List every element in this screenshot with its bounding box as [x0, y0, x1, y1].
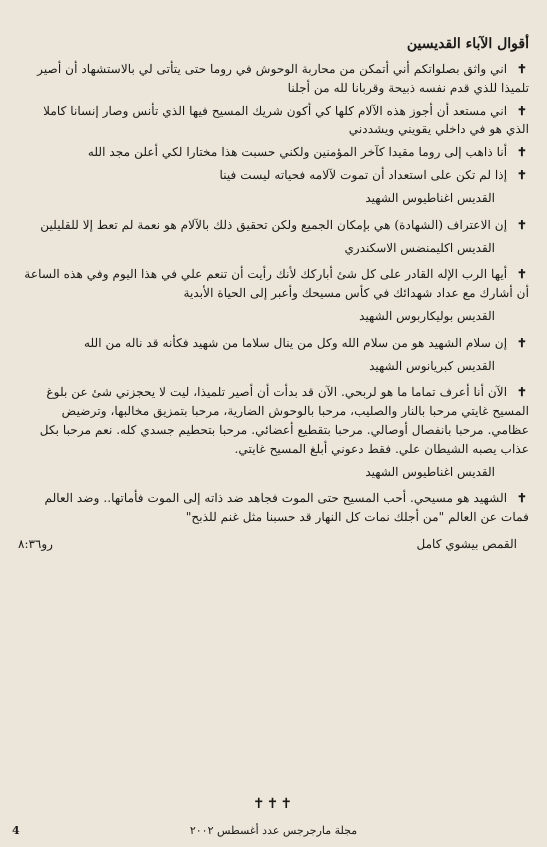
quote-5 — [18, 216, 529, 235]
attribution-3: القديس بوليكاربوس الشهيد — [359, 309, 495, 324]
cross-icon: ✝ — [516, 168, 528, 183]
quote-text: إن سلام الشهيد هو من سلام الله وكل من ينال سلاما من شهيد فكأنه قد ناله من الله — [83, 335, 508, 350]
quote-text: الآن أنا أعرف تماما ما هو لربحي. الآن قد بدأت أن أصير تلميذا، ليت لا يحجزني شئ عن بلوغ المسيح غايتي مرحبا بالنار والصليب، مرحبا بالوحوش الضارية، مرحبا بتمزيق مخالبها، وترضيض عظامي. مرحبا بانفصال أوصالي. مرحبا بتقطيع أعضائي. مرحبا بتحطيم جسدي كله. نعم مرحبا بكل عذاب يصبه الشيطان علي. فقط دعوني أبلغ المسيح غايتي. — [39, 385, 529, 456]
page-number: 4 — [12, 824, 20, 837]
page-title: أقوال الآباء القديسين — [406, 36, 529, 52]
author-name: القمص بيشوي كامل — [416, 537, 517, 552]
quote-text: أيها الرب الإله القادر على كل شئ أباركك لأنك رأيت أن تنعم علي في هذا اليوم وفي هذه الساعة أن أشارك مع عداد شهدائك في كأس مسيحك وأعبر إلى الحياة الأبدية — [24, 267, 529, 301]
article-content — [18, 34, 529, 554]
quote-6 — [18, 265, 529, 303]
quote-7 — [18, 334, 529, 353]
quote-text: اني مستعد أن أجوز هذه الآلام كلها كي أكون شريك المسيح فيها الذي تأنس وصار إنسانا كاملا الذي هو في داخلي يقويني ويشددني — [43, 103, 529, 137]
attribution-5: القديس اغناطيوس الشهيد — [365, 464, 495, 479]
quote-text: الشهيد هو مسيحي. أحب المسيح حتى الموت فجاهد ضد ذاته إلى الموت فأماتها.. وضد العالم فمات عن العالم "من أجلك نمات كل النهار قد حسبنا مثل غنم للذبح" — [44, 491, 529, 525]
quote-9 — [18, 489, 529, 527]
cross-icon: ✝ — [516, 61, 528, 76]
quote-text: إذا لم تكن على استعداد أن تموت لآلامه فحياته ليست فينا — [219, 168, 508, 183]
signature-row — [18, 535, 529, 554]
cross-icon: ✝ — [516, 335, 528, 350]
cross-icon: ✝ — [516, 491, 528, 506]
footer-text: مجلة مارجرجس عدد أغسطس ٢٠٠٢ — [189, 824, 358, 837]
cross-icon: ✝ — [516, 103, 528, 118]
cross-icon: ✝ — [516, 217, 528, 232]
attribution-1: القديس اغناطيوس الشهيد — [365, 191, 495, 206]
quote-8 — [18, 383, 529, 459]
attribution-2: القديس اكليمنضس الاسكندري — [344, 240, 495, 255]
quote-text: أنا ذاهب إلى روما مقيدا كآخر المؤمنين ولكني حسبت هذا مختارا لكي أعلن مجد الله — [87, 145, 508, 160]
quote-3 — [18, 143, 529, 162]
quote-1 — [18, 60, 529, 98]
cross-icon: ✝ — [516, 145, 528, 160]
quote-2 — [18, 102, 529, 140]
quote-4 — [18, 166, 529, 185]
cross-icon: ✝ — [516, 385, 528, 400]
quote-text: إن الاعتراف (الشهادة) هي بإمكان الجميع ولكن تحقيق ذلك بالآلام هو نعمة لم تعط إلا للقليلين — [40, 217, 508, 232]
cross-ornament-icon: ✝✝✝ — [252, 796, 295, 812]
quote-text: اني واثق بصلواتكم أني أتمكن من محاربة الوحوش في روما حتى يتأتى لي بالاستشهاد أن أصير تلميذا للذي قدم نفسه ذبيحة وقربانا لله من أجلنا — [37, 61, 529, 95]
attribution-4: القديس كبريانوس الشهيد — [369, 358, 495, 373]
cross-icon: ✝ — [516, 267, 528, 282]
scripture-reference: رو٨:٣٦ — [18, 537, 53, 552]
